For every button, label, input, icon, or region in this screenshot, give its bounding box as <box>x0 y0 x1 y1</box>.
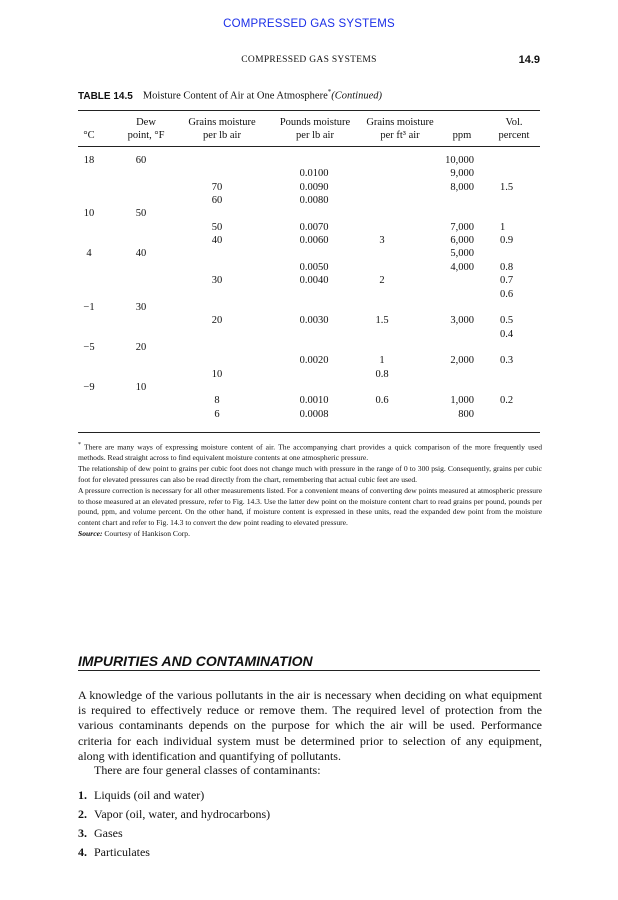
cell-pounds-lb: 0.0090 <box>299 181 329 193</box>
running-head-title: COMPRESSED GAS SYSTEMS <box>241 55 377 65</box>
cell-grains-lb: 20 <box>211 315 223 327</box>
cell-grains-lb: 60 <box>211 195 223 207</box>
list-item-number: 2. <box>78 807 87 821</box>
cell-grains-lb: 8 <box>214 395 220 407</box>
header-celsius: °C <box>83 130 95 141</box>
table-caption-text: Moisture Content of Air at One Atmosphere <box>142 90 328 102</box>
header-vol <box>488 117 540 142</box>
list-item-text: Liquids (oil and water) <box>94 788 205 802</box>
header-grains-lb-line1: Grains moisture <box>188 117 256 128</box>
cell-celsius: 10 <box>83 208 95 220</box>
cell-dew-point: 60 <box>135 155 147 166</box>
cell-vol: 0.8 <box>500 261 514 273</box>
cell-grains-ft3: 1.5 <box>375 315 389 327</box>
header-grains-ft3-line2: per ft³ air <box>380 129 420 141</box>
header-pounds-lb <box>270 117 360 142</box>
cell-ppm: 9,000 <box>450 168 474 180</box>
footnote-source <box>78 529 542 540</box>
cell-ppm: 4,000 <box>450 261 474 273</box>
cell-vol: 0.5 <box>500 315 514 327</box>
list-item-number: 4. <box>78 845 87 859</box>
list-item-number: 3. <box>78 826 87 840</box>
header-grains-lb <box>178 117 266 142</box>
cell-vol: 0.9 <box>500 235 514 247</box>
section-heading: IMPURITIES AND CONTAMINATION <box>78 653 313 669</box>
cell-celsius: −9 <box>83 381 95 393</box>
cell-dew-point: 30 <box>135 301 147 313</box>
footnote-1-text: There are many ways of expressing moisture content of air. The accompanying chart provides a quick comparison of the more frequently used methods. Read straight across to find equivalent moisture contents at one atmospheric pressure. <box>78 442 542 463</box>
cell-pounds-lb: 0.0008 <box>299 408 329 420</box>
cell-pounds-lb: 0.0050 <box>299 261 329 273</box>
header-pounds-lb-line1: Pounds moisture <box>279 117 351 128</box>
list-item-text: Particulates <box>94 845 150 859</box>
footnote-2: The relationship of dew point to grains per cubic foot does not change much with pressure in the range of 0 to 300 psig. Consequently, grains per cubic foot for elevated pressures can also be read directly from the chart, remembering that actual cubic feet are used. <box>78 464 542 484</box>
footnote-1 <box>78 440 542 464</box>
cell-ppm: 8,000 <box>450 181 474 193</box>
cell-vol: 0.6 <box>500 288 514 300</box>
cell-ppm: 5,000 <box>450 248 474 260</box>
cell-pounds-lb: 0.0100 <box>299 168 329 180</box>
body-paragraph-2: There are four general classes of contaminants: <box>94 763 321 777</box>
cell-vol: 1 <box>500 221 506 233</box>
table-header-rule <box>78 146 540 147</box>
page-number: 14.9 <box>518 54 540 66</box>
cell-grains-ft3: 0.6 <box>375 395 389 407</box>
cell-grains-ft3: 0.8 <box>375 368 389 380</box>
cell-pounds-lb: 0.0070 <box>299 221 329 233</box>
header-dew-line1: Dew <box>136 117 156 128</box>
cell-pounds-lb: 0.0040 <box>299 275 329 287</box>
header-grains-ft3-line1: Grains moisture <box>366 117 434 128</box>
cell-pounds-lb: 0.0060 <box>299 235 329 247</box>
cell-grains-lb: 30 <box>211 275 223 287</box>
cell-grains-ft3: 3 <box>379 235 385 247</box>
cell-vol: 0.7 <box>500 275 514 287</box>
cell-pounds-lb: 0.0010 <box>299 395 329 407</box>
table-footnotes <box>78 440 542 540</box>
cell-ppm: 7,000 <box>450 221 474 233</box>
table-top-rule <box>78 110 540 111</box>
cell-vol: 0.2 <box>500 395 514 407</box>
header-pounds-lb-line2: per lb air <box>296 129 334 141</box>
cell-vol: 1.5 <box>500 181 514 193</box>
footnote-1-marker: * <box>78 442 81 448</box>
cell-ppm: 3,000 <box>450 315 474 327</box>
list-item <box>78 788 204 803</box>
header-grains-lb-line2: per lb air <box>203 129 241 141</box>
cell-pounds-lb: 0.0080 <box>299 195 329 207</box>
list-item-number: 1. <box>78 788 87 802</box>
source-label: Source: <box>78 528 103 538</box>
header-ppm: ppm <box>452 130 472 141</box>
cell-pounds-lb: 0.0030 <box>299 315 329 327</box>
list-item <box>78 845 150 860</box>
cell-celsius: 4 <box>86 248 92 260</box>
cell-ppm: 6,000 <box>450 235 474 247</box>
cell-grains-lb: 50 <box>211 221 223 233</box>
cell-ppm: 2,000 <box>450 355 474 367</box>
source-text: Courtesy of Hankison Corp. <box>102 528 191 538</box>
table-bottom-rule <box>78 432 540 433</box>
cell-grains-lb: 10 <box>211 368 223 380</box>
cell-ppm: 10,000 <box>445 155 474 166</box>
header-dew-line2: point, °F <box>127 129 165 141</box>
header-dew-point <box>116 117 176 142</box>
cell-ppm: 1,000 <box>450 395 474 407</box>
cell-grains-lb: 40 <box>211 235 223 247</box>
cell-grains-lb: 70 <box>211 181 223 193</box>
cell-celsius: −1 <box>83 301 95 313</box>
header-vol-line2: percent <box>498 129 530 141</box>
cell-grains-lb: 6 <box>214 408 220 420</box>
header-vol-line1: Vol. <box>505 117 523 128</box>
body-paragraph: A knowledge of the various pollutants in the air is necessary when deciding on what equipment is required to effectively reduce or remove them. The required level of protection from the various contaminants depends on the purpose for which the air will be used. Performance criteria for each individual system must be determined prior to selection of any equipment, along with identification and quantifying of pollutants. <box>78 688 542 763</box>
table-label: TABLE 14.5 <box>78 90 133 102</box>
cell-dew-point: 50 <box>135 208 147 220</box>
cell-vol: 0.3 <box>500 355 514 367</box>
list-item <box>78 807 270 822</box>
cell-grains-ft3: 1 <box>379 355 385 367</box>
cell-celsius: −5 <box>83 341 95 353</box>
cell-dew-point: 10 <box>135 381 147 393</box>
table-caption-marker: * <box>327 88 332 96</box>
list-item-text: Gases <box>94 826 123 840</box>
cell-grains-ft3: 2 <box>379 275 385 287</box>
cell-dew-point: 40 <box>135 248 147 260</box>
footnote-3: A pressure correction is necessary for all other measurements listed. For a convenient means of converting dew points measured at atmospheric pressure to those measured at an elevated pressure, refer to Fig. 14.3. Use the latter dew point on the moisture content chart to read grains per pound, pounds per pound, ppm, and volume percent. On the other hand, if moisture content is expressed in these units, read the expanded dew point from the moisture content chart and refer to Fig. 14.3 to convert the dew point reading to elevated pressure. <box>78 485 542 528</box>
cell-vol: 0.4 <box>500 328 514 340</box>
cell-dew-point: 20 <box>135 341 147 353</box>
list-item <box>78 826 123 841</box>
cell-pounds-lb: 0.0020 <box>299 355 329 367</box>
table-caption <box>78 88 382 102</box>
list-item-text: Vapor (oil, water, and hydrocarbons) <box>94 807 271 821</box>
top-link[interactable]: COMPRESSED GAS SYSTEMS <box>223 18 395 30</box>
header-grains-ft3 <box>360 117 440 142</box>
cell-ppm: 800 <box>458 408 474 420</box>
table-continued: (Continued) <box>331 90 382 102</box>
section-heading-rule <box>78 670 540 671</box>
cell-celsius: 18 <box>83 155 95 166</box>
